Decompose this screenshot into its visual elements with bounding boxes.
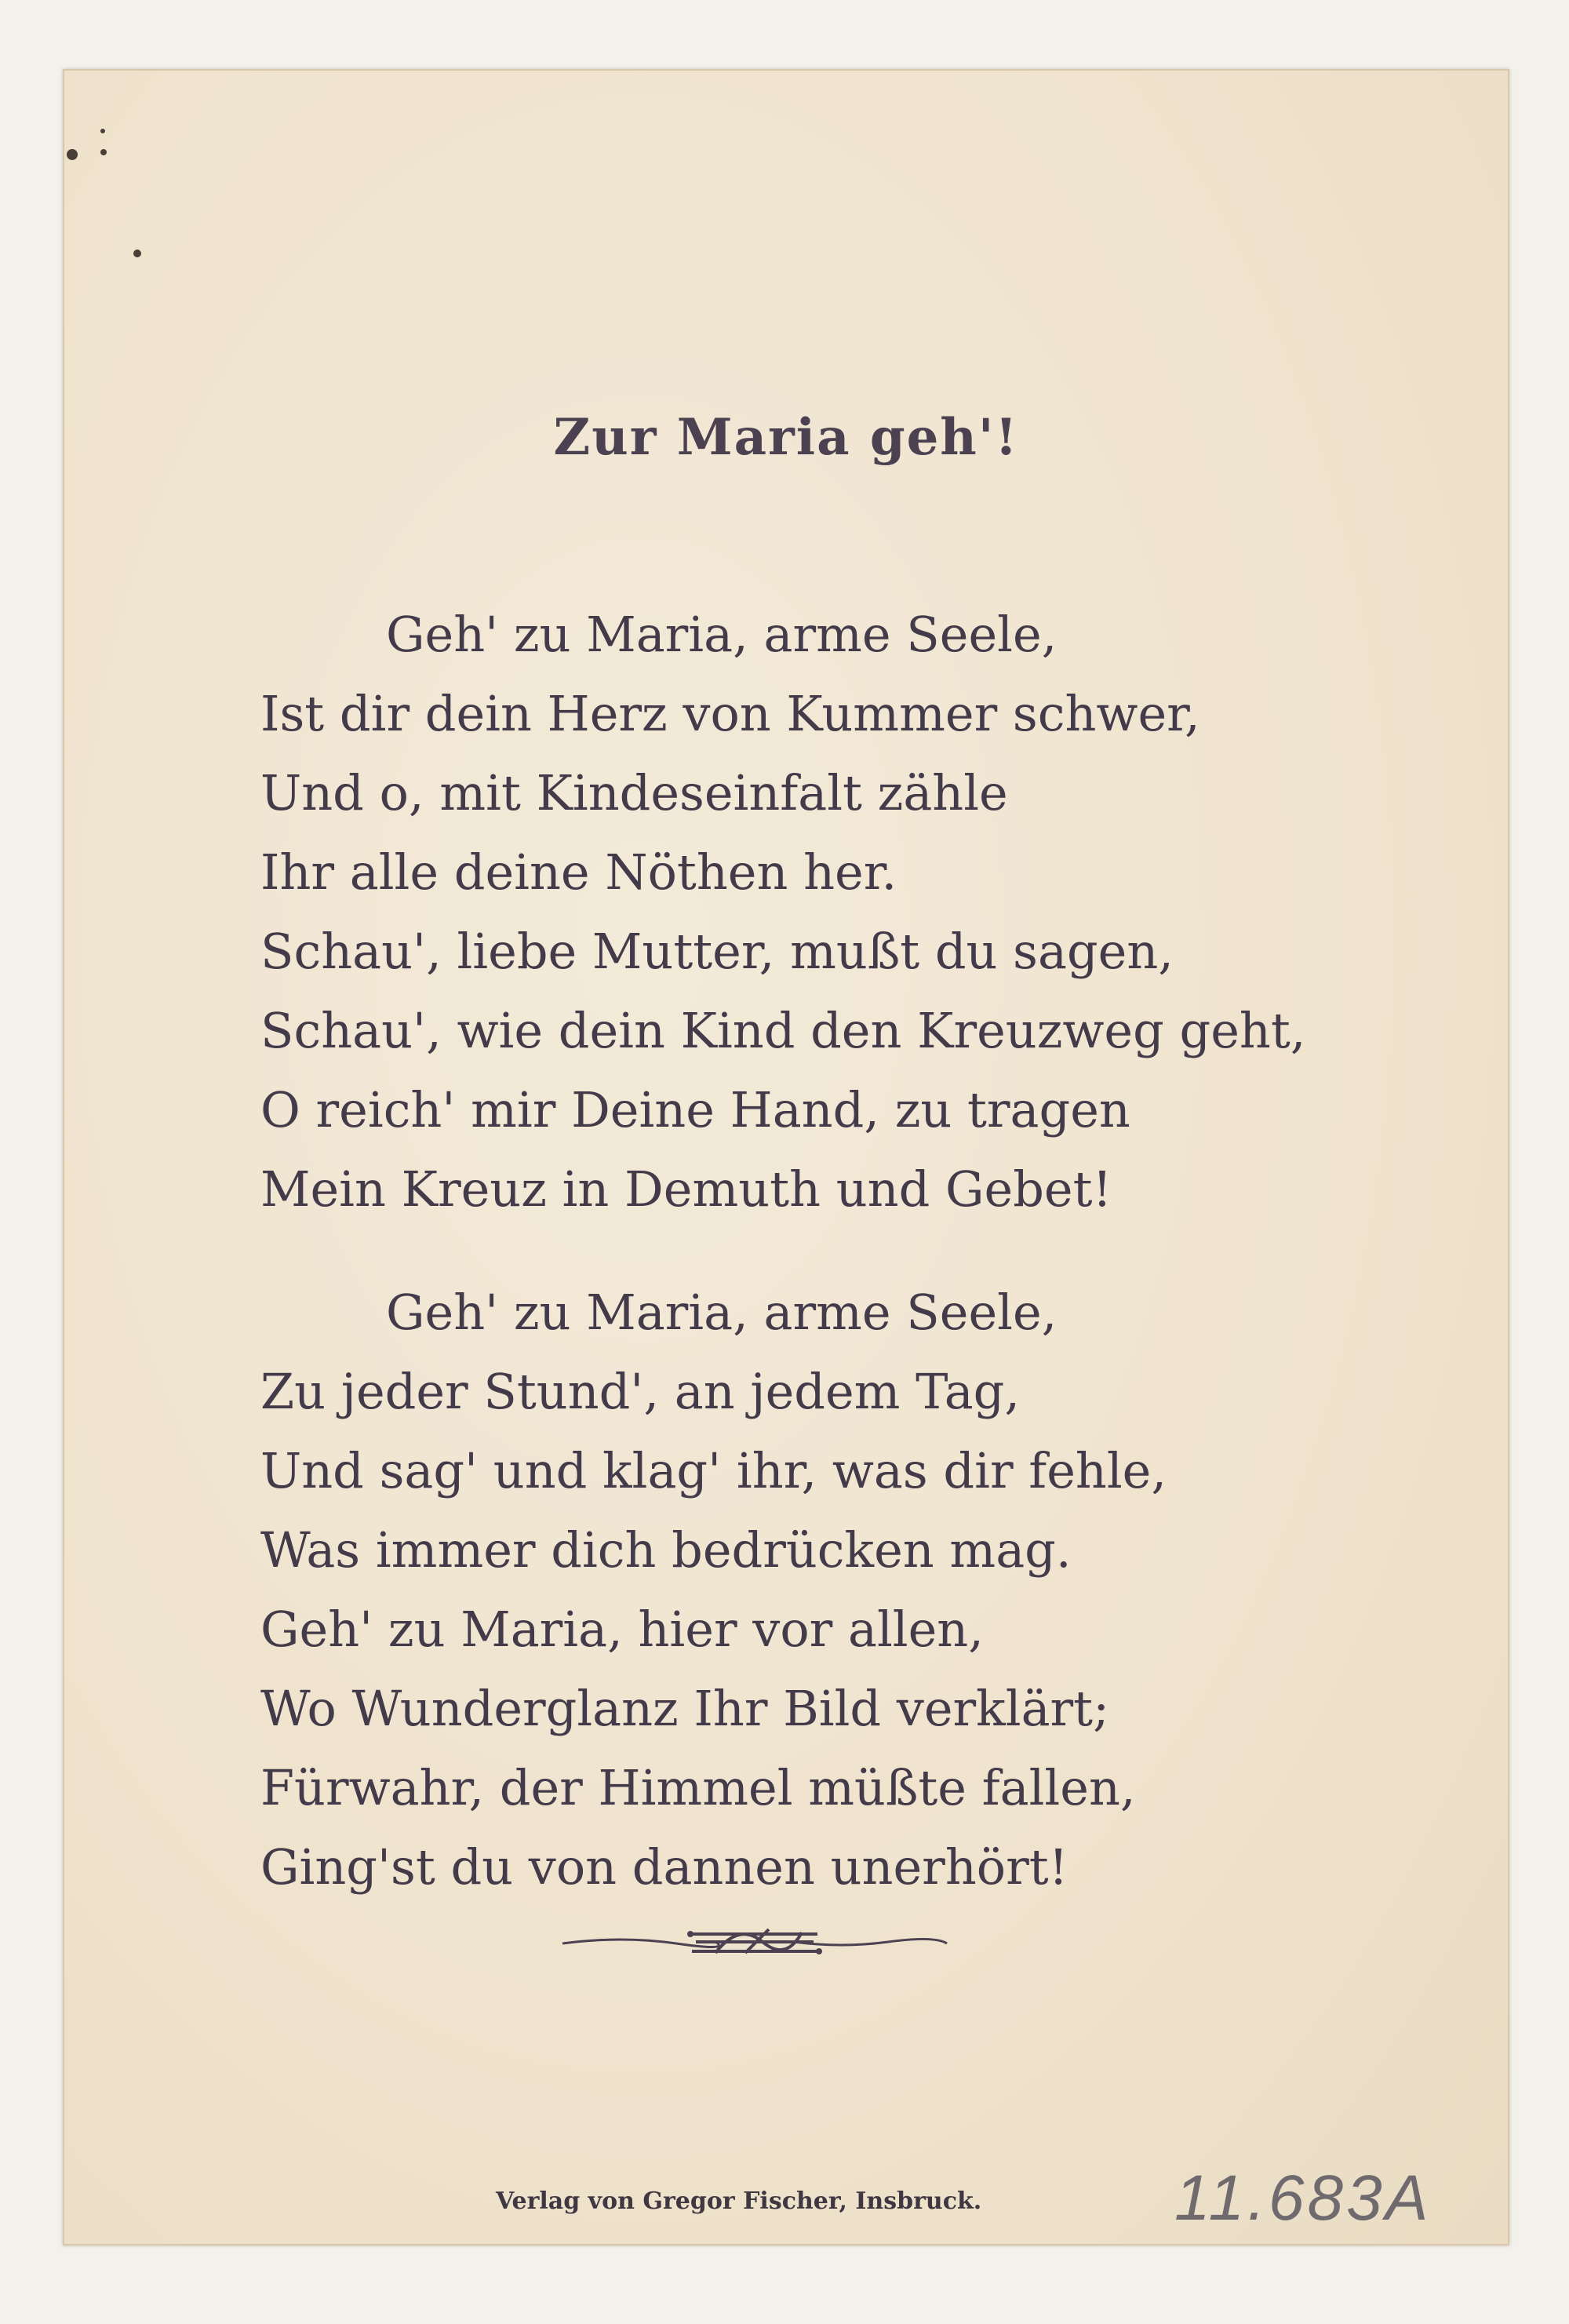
verse-line: Wo Wunderglanz Ihr Bild verklärt; bbox=[260, 1680, 1109, 1737]
verse-line: Mein Kreuz in Demuth und Gebet! bbox=[260, 1160, 1112, 1218]
verse-line: O reich' mir Deine Hand, zu tragen bbox=[260, 1081, 1130, 1138]
ornament-divider bbox=[559, 1918, 951, 1965]
verse-line: Zu jeder Stund', an jedem Tag, bbox=[260, 1363, 1021, 1420]
dirt-speck bbox=[100, 129, 105, 133]
verse-line: Geh' zu Maria, arme Seele, bbox=[386, 606, 1058, 663]
stanza-2 bbox=[260, 1273, 1484, 1907]
publisher-line: Verlag von Gregor Fischer, Insbruck. bbox=[496, 2187, 982, 2215]
stanza-1 bbox=[260, 595, 1484, 1229]
verse-line: Und o, mit Kindeseinfalt zähle bbox=[260, 764, 1008, 821]
dirt-speck bbox=[100, 149, 107, 155]
poem-title: Zur Maria geh'! bbox=[553, 408, 1019, 467]
verse-line: Schau', wie dein Kind den Kreuzweg geht, bbox=[260, 1002, 1306, 1059]
prayer-card bbox=[63, 69, 1509, 2246]
verse-line: Ihr alle deine Nöthen her. bbox=[260, 843, 897, 901]
verse-line: Was immer dich bedrücken mag. bbox=[260, 1521, 1072, 1579]
dirt-speck bbox=[67, 149, 78, 160]
verse-line: Und sag' und klag' ihr, was dir fehle, bbox=[260, 1442, 1167, 1499]
catalog-number: 11.683A bbox=[1174, 2162, 1432, 2234]
verse-line: Fürwahr, der Himmel müßte fallen, bbox=[260, 1759, 1136, 1816]
verse-line: Geh' zu Maria, arme Seele, bbox=[386, 1284, 1058, 1341]
verse-line: Schau', liebe Mutter, mußt du sagen, bbox=[260, 923, 1174, 980]
verse-line: Geh' zu Maria, hier vor allen, bbox=[260, 1601, 984, 1658]
verse-line: Ging'st du von dannen unerhört! bbox=[260, 1838, 1068, 1896]
verse-line: Ist dir dein Herz von Kummer schwer, bbox=[260, 685, 1200, 742]
dirt-speck bbox=[133, 250, 141, 257]
